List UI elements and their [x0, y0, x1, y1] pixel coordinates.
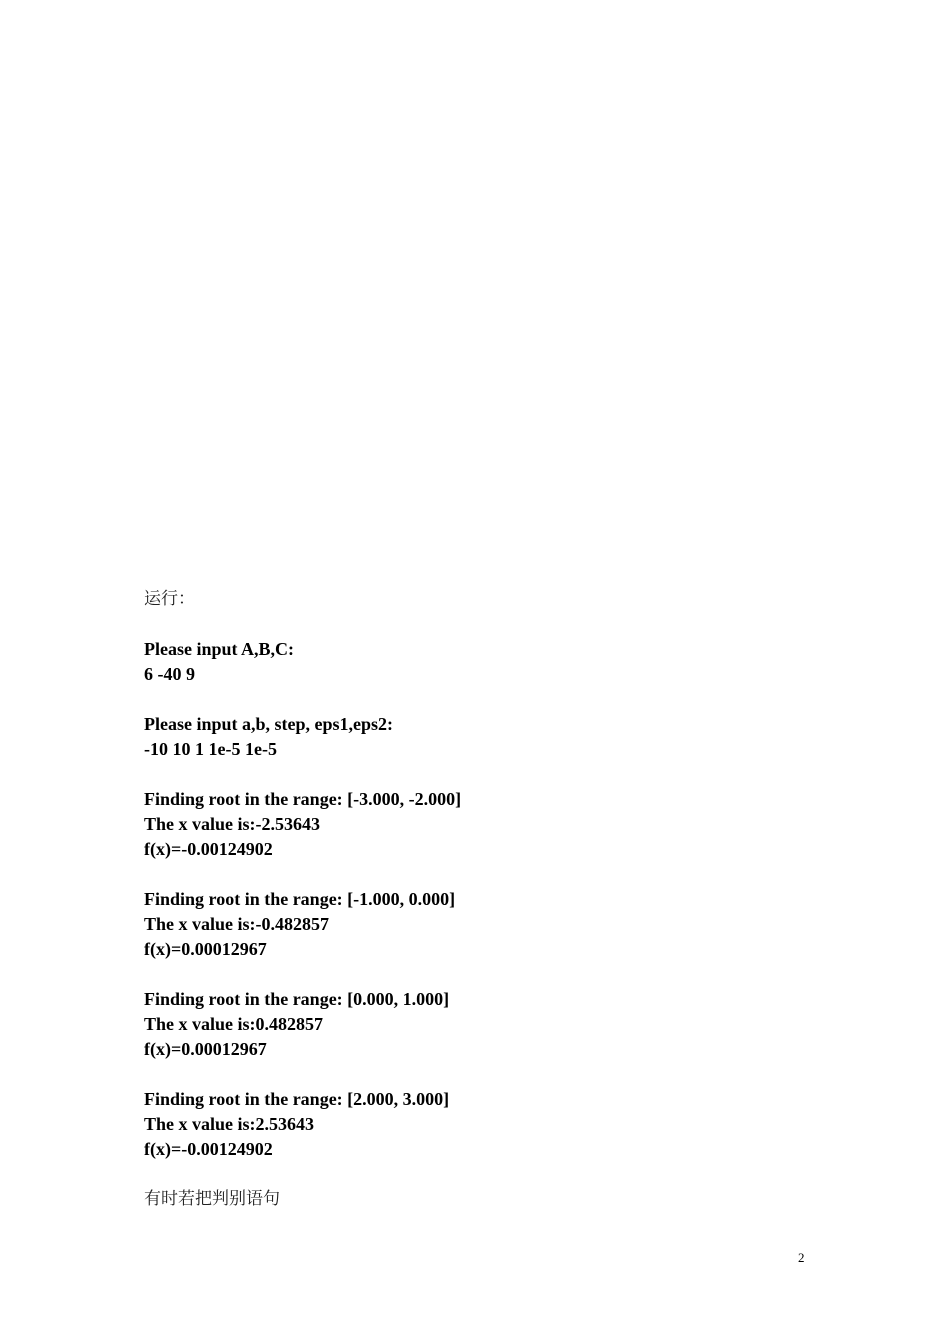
output-line: Please input A,B,C:: [144, 639, 295, 659]
output-line: Please input a,b, step, eps1,eps2:: [144, 714, 394, 734]
run-heading: 运行：: [144, 589, 195, 609]
output-line: The x value is:-0.482857: [144, 914, 330, 934]
output-line: f(x)=0.00012967: [144, 939, 267, 959]
spacer: [144, 612, 824, 637]
output-block-root-3: [144, 987, 824, 1062]
spacer: [144, 687, 824, 712]
output-block-root-1: [144, 787, 824, 862]
output-line: Finding root in the range: [2.000, 3.000]: [144, 1089, 450, 1109]
page-number: 2: [798, 1250, 805, 1265]
output-block-root-2: [144, 887, 824, 962]
spacer: [144, 762, 824, 787]
output-line: The x value is:2.53643: [144, 1114, 315, 1134]
output-line: f(x)=0.00012967: [144, 1039, 267, 1059]
output-line: f(x)=-0.00124902: [144, 1139, 273, 1159]
trailing-paragraph: 有时若把判别语句: [144, 1189, 280, 1209]
output-line: Finding root in the range: [-3.000, -2.000]: [144, 789, 462, 809]
spacer: [144, 1062, 824, 1087]
output-block-root-4: [144, 1087, 824, 1162]
spacer: [144, 862, 824, 887]
spacer: [144, 1162, 824, 1187]
output-block-input-range: [144, 712, 824, 762]
output-line: The x value is:-2.53643: [144, 814, 321, 834]
output-line: Finding root in the range: [-1.000, 0.000]: [144, 889, 456, 909]
output-line: f(x)=-0.00124902: [144, 839, 273, 859]
output-block-input-coefficients: [144, 637, 824, 687]
output-line: Finding root in the range: [0.000, 1.000]: [144, 989, 450, 1009]
output-line: -10 10 1 1e-5 1e-5: [144, 739, 277, 759]
page-content: [144, 587, 824, 1212]
output-line: 6 -40 9: [144, 664, 195, 684]
output-line: The x value is:0.482857: [144, 1014, 324, 1034]
spacer: [144, 962, 824, 987]
